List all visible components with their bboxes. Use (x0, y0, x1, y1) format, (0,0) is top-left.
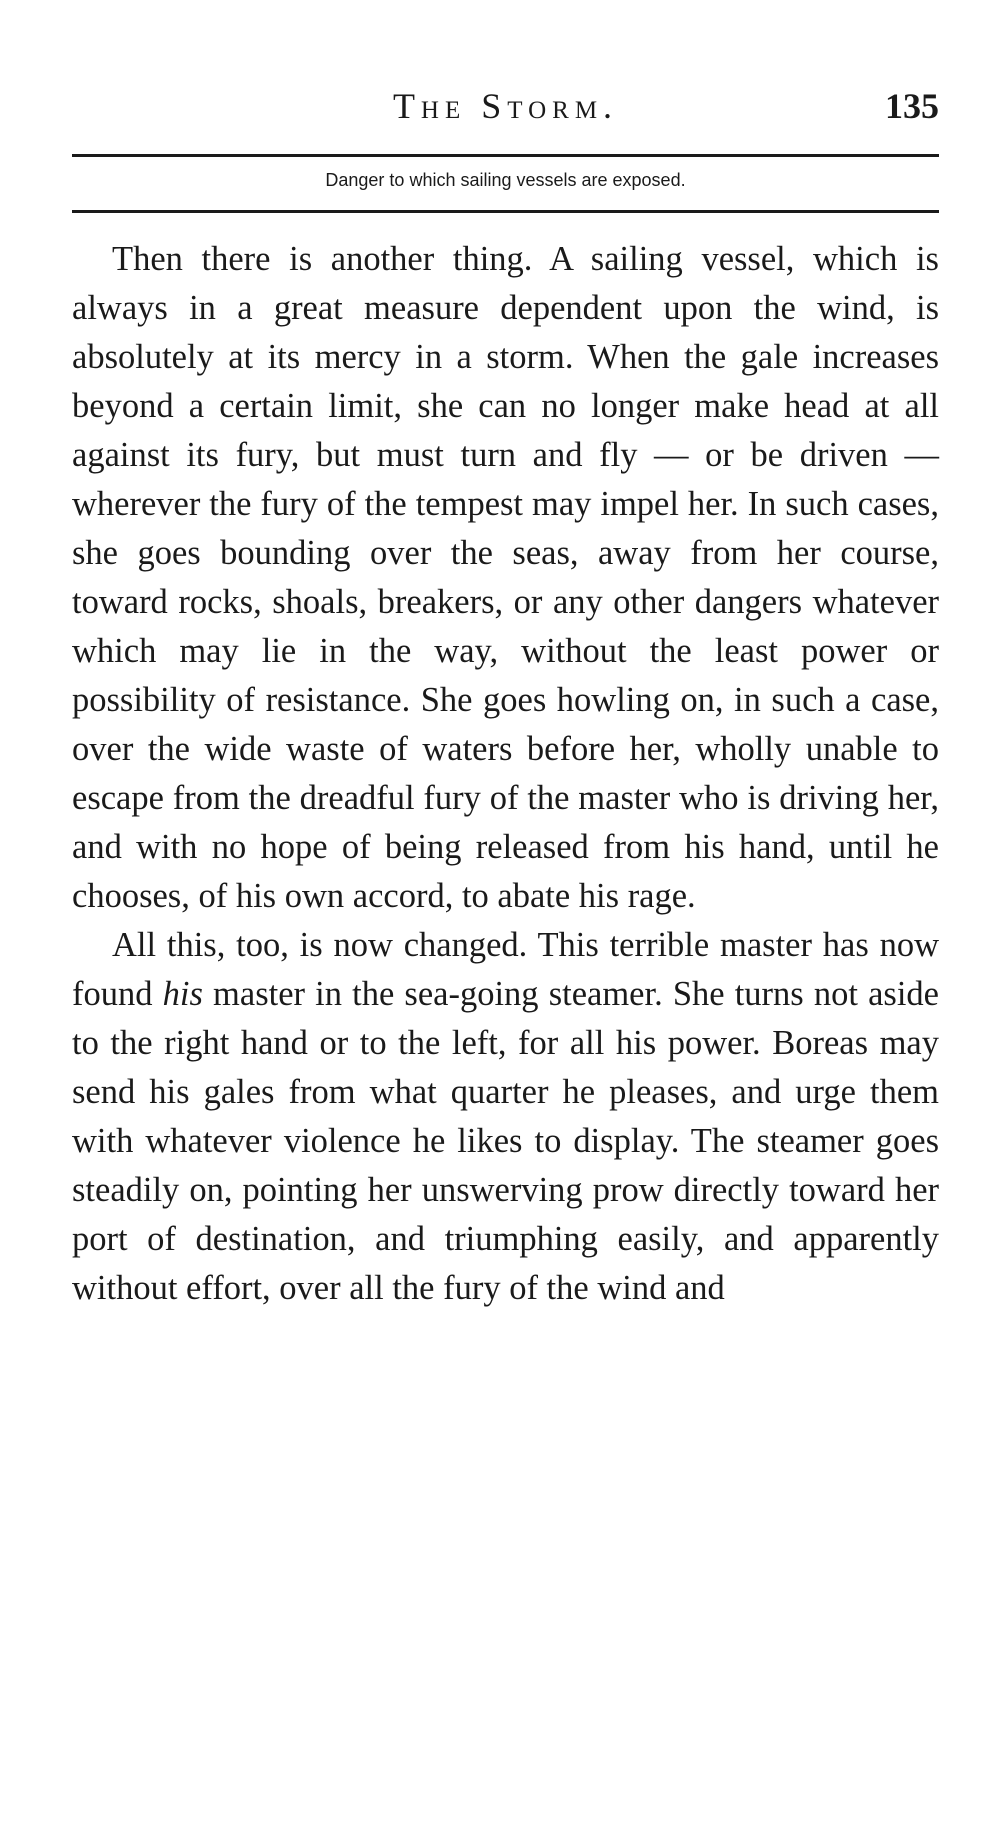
page-number: 135 (885, 86, 939, 126)
body-text (72, 235, 939, 1313)
page-title: The Storm. (392, 86, 619, 126)
book-page (72, 0, 939, 1307)
section-subtitle: Danger to which sailing vessels are exposed. (325, 170, 686, 190)
paragraph-2 (72, 921, 939, 1313)
paragraph-1: Then there is another thing. A sailing vessel, which is always in a great measure dependent upon the wind, is absolutely at its mercy in a storm. When the gale increases beyond a certain limit, she can no longer make head at all against its fury, but must turn and fly — or be driven — wherever the fury of the tempest may impel her. In such cases, she goes bounding over the seas, away from her course, toward rocks, shoals, breakers, or any other dangers whatever which may lie in the way, without the least power or possibility of resistance. She goes howling on, in such a case, over the wide waste of waters before her, wholly unable to escape from the dreadful fury of the master who is driving her, and with no hope of being released from his hand, until he chooses, of his own accord, to abate his rage. (72, 240, 939, 915)
emphasis-word: his (162, 975, 203, 1013)
paragraph-2-start: All this, too, is now changed. This terrible master has now found (72, 926, 939, 1013)
header-rule-top (72, 154, 939, 157)
running-head (72, 0, 939, 190)
header-rule-bottom (72, 210, 939, 213)
paragraph-2-end: master in the sea-going steamer. She turns not aside to the right hand or to the left, for all his power. Boreas may send his gales from what quarter he pleases, and urge them with whatever violence he likes to display. The steamer goes steadily on, pointing her unswerving prow directly toward her port of destination, and triumphing easily, and apparently without effort, over all the fury of the wind and (72, 975, 939, 1307)
